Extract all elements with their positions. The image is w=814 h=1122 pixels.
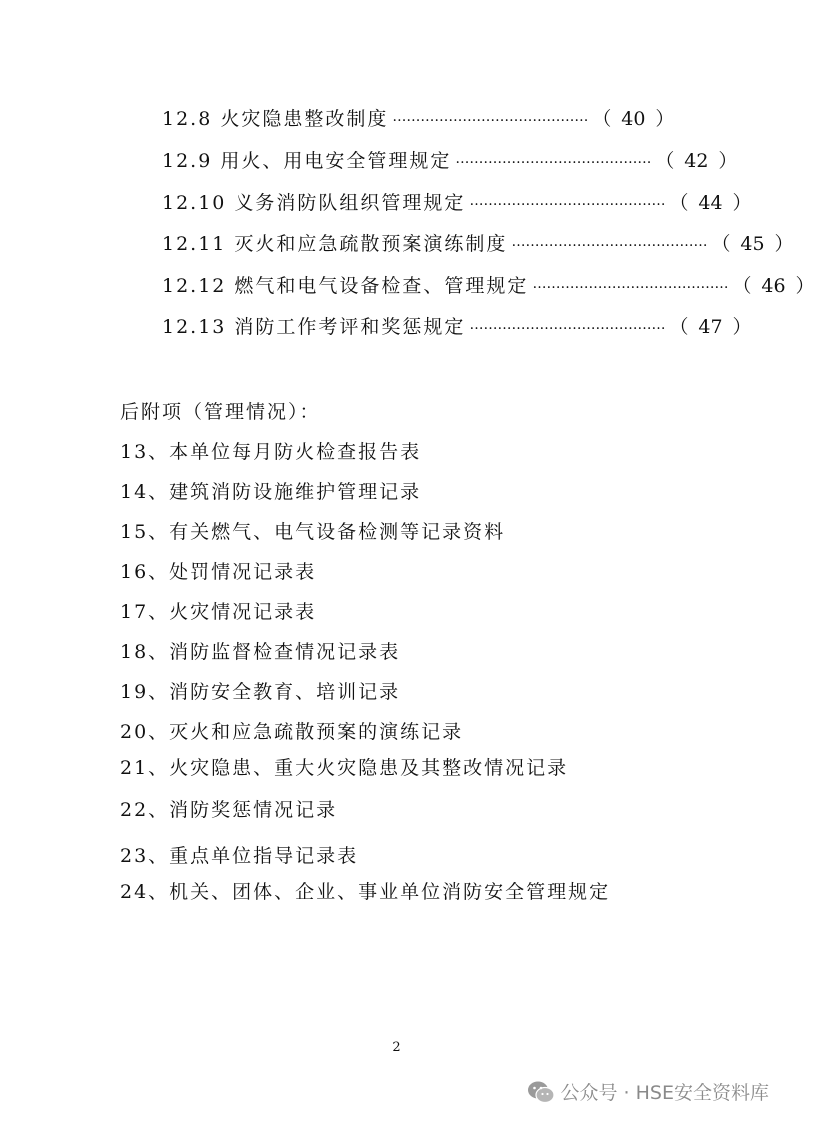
toc-entry-title: 12.13 消防工作考评和奖惩规定 [162, 315, 466, 338]
toc-entry-title: 12.11 灭火和应急疏散预案演练制度 [162, 232, 508, 255]
toc-entry-title: 12.12 燃气和电气设备检查、管理规定 [162, 274, 529, 297]
appendix-item: 22、消防奖惩情况记录 [120, 799, 338, 821]
toc-entry-title: 12.8 火灾隐患整改制度 [162, 107, 389, 130]
appendix-item: 20、灭火和应急疏散预案的演练记录 [120, 721, 464, 743]
toc-entry-page: 40 [621, 107, 646, 130]
appendix-item: 14、建筑消防设施维护管理记录 [120, 481, 422, 503]
toc-entry-title: 12.9 用火、用电安全管理规定 [162, 149, 452, 172]
toc-leader-dots: …………………………………… [469, 317, 666, 333]
toc-entry: 12.10 义务消防队组织管理规定 …………………………………… （ 44 ） [162, 186, 662, 216]
toc-leader-dots: …………………………………… [469, 193, 666, 209]
appendix-item: 13、本单位每月防火检查报告表 [120, 441, 422, 463]
toc-leader-dots: …………………………………… [532, 276, 729, 292]
toc-entry: 12.8 火灾隐患整改制度 …………………………………… （ 40 ） [162, 102, 662, 132]
wechat-icon [527, 1080, 555, 1104]
toc-leader-dots: …………………………………… [511, 234, 708, 250]
appendix-item: 18、消防监督检查情况记录表 [120, 641, 401, 663]
watermark [527, 1078, 769, 1105]
toc-entry-page: 42 [684, 149, 709, 172]
page-number: 2 [392, 1040, 401, 1055]
toc-entry: 12.11 灭火和应急疏散预案演练制度 …………………………………… （ 45 ） [162, 227, 662, 257]
toc-entry: 12.12 燃气和电气设备检查、管理规定 …………………………………… （ 46 ） [162, 269, 662, 299]
toc-entry: 12.9 用火、用电安全管理规定 …………………………………… （ 42 ） [162, 144, 662, 174]
appendix-heading: 后附项（管理情况）： [120, 401, 321, 423]
appendix-item: 21、火灾隐患、重大火灾隐患及其整改情况记录 [120, 757, 569, 779]
appendix-item: 16、处罚情况记录表 [120, 561, 317, 583]
toc-entry: 12.13 消防工作考评和奖惩规定 …………………………………… （ 47 ） [162, 310, 662, 340]
toc-leader-dots: …………………………………… [455, 151, 652, 167]
watermark-text: 公众号 · HSE安全资料库 [560, 1082, 769, 1104]
toc-entry-page: 46 [761, 274, 786, 297]
appendix-item: 23、重点单位指导记录表 [120, 845, 359, 867]
toc-entry-page: 47 [698, 315, 723, 338]
appendix-item: 19、消防安全教育、培训记录 [120, 681, 401, 703]
appendix-item: 24、机关、团体、企业、事业单位消防安全管理规定 [120, 881, 611, 903]
toc-entry-title: 12.10 义务消防队组织管理规定 [162, 191, 466, 214]
toc-entry-page: 45 [740, 232, 765, 255]
toc-entry-page: 44 [698, 191, 723, 214]
appendix-item: 17、火灾情况记录表 [120, 601, 317, 623]
toc-leader-dots: …………………………………… [392, 109, 589, 125]
appendix-item: 15、有关燃气、电气设备检测等记录资料 [120, 521, 506, 543]
